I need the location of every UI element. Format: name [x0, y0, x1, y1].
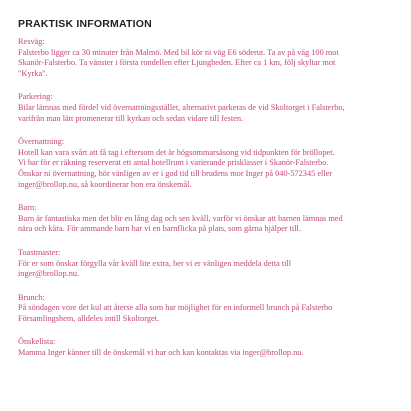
body-line: Mamma Inger känner till de önskemål vi har och kan kontaktas via inger@brollop.nu. — [18, 348, 304, 358]
body-line: Hotell kan vara svårt att få tag i eftersom det är högsommarsäsong vid tidpunkten för bröllopet. — [18, 147, 335, 157]
section-heading: Resväg: — [18, 37, 45, 46]
body-line: På söndagen vore det kul att återse alla som har möjlighet för en informell brunch på Falsterbo — [18, 303, 333, 313]
section-accommodation — [18, 137, 398, 190]
section-body — [18, 103, 398, 124]
body-line: Vi har för er räkning reserverat ett antal hotellrum i varierande prisklasser i Skanör-Falsterbo. — [18, 158, 329, 168]
body-line: Bilar lämnas med fördel vid övernattningsstället, alternativt parkeras de vid Skoltorget i Falsterbo, — [18, 102, 345, 112]
section-parking — [18, 92, 398, 124]
section-body — [18, 214, 398, 235]
section-children — [18, 203, 398, 235]
body-line: Falsterbo ligger ca 30 minuter från Malmö. Med bil kör ni väg E6 söderut. Ta av på väg 100 mot — [18, 47, 339, 57]
section-travel — [18, 37, 398, 79]
section-heading: Brunch: — [18, 292, 45, 302]
body-line: "Kyrka". — [18, 68, 48, 78]
section-body — [18, 348, 398, 359]
body-line: nära och kära. För ammande barn har vi en barnflicka på plats, som gärna hjälper till. — [18, 224, 301, 234]
section-body — [18, 303, 398, 324]
page-title: PRAKTISK INFORMATION — [18, 18, 152, 30]
body-line: Skanör-Falsterbo. Ta vänster i första rondellen efter Ljungheden. Efter ca 1 km, följ skyltar mot — [18, 58, 336, 68]
section-heading: Toastmaster: — [18, 247, 61, 257]
section-body — [18, 48, 398, 80]
section-toastmaster — [18, 248, 398, 280]
section-body — [18, 259, 398, 280]
section-brunch — [18, 293, 398, 325]
body-line: Barn är fantastiska men det blir en lång dag och sen kväll, varför vi önskar att barnen lämnas med — [18, 213, 343, 223]
section-heading: Barn: — [18, 203, 37, 213]
section-heading: Övernattning: — [18, 137, 65, 147]
body-line: inger@brollop.nu, så koordinerar hon era önskemål. — [18, 179, 192, 189]
body-line: inger@brollop.nu. — [18, 269, 80, 279]
body-line: Församlingshem, alldeles intill Skoltorget. — [18, 313, 160, 323]
body-line: För er som önskar förgylla vår kväll lite extra, ber vi er vänligen meddela detta till — [18, 258, 292, 268]
body-line: varifrån man lätt promenerar till kyrkan och sedan vidare till festen. — [18, 113, 244, 123]
body-line: Önskar ni övernattning, hör vänligen av er i god tid till brudens mor Inger på 040-572345 eller — [18, 168, 333, 178]
info-page — [18, 18, 398, 372]
section-heading: Parkering: — [18, 92, 53, 102]
section-wishlist — [18, 337, 398, 358]
section-body — [18, 148, 398, 190]
section-heading: Önskelista: — [18, 337, 56, 347]
